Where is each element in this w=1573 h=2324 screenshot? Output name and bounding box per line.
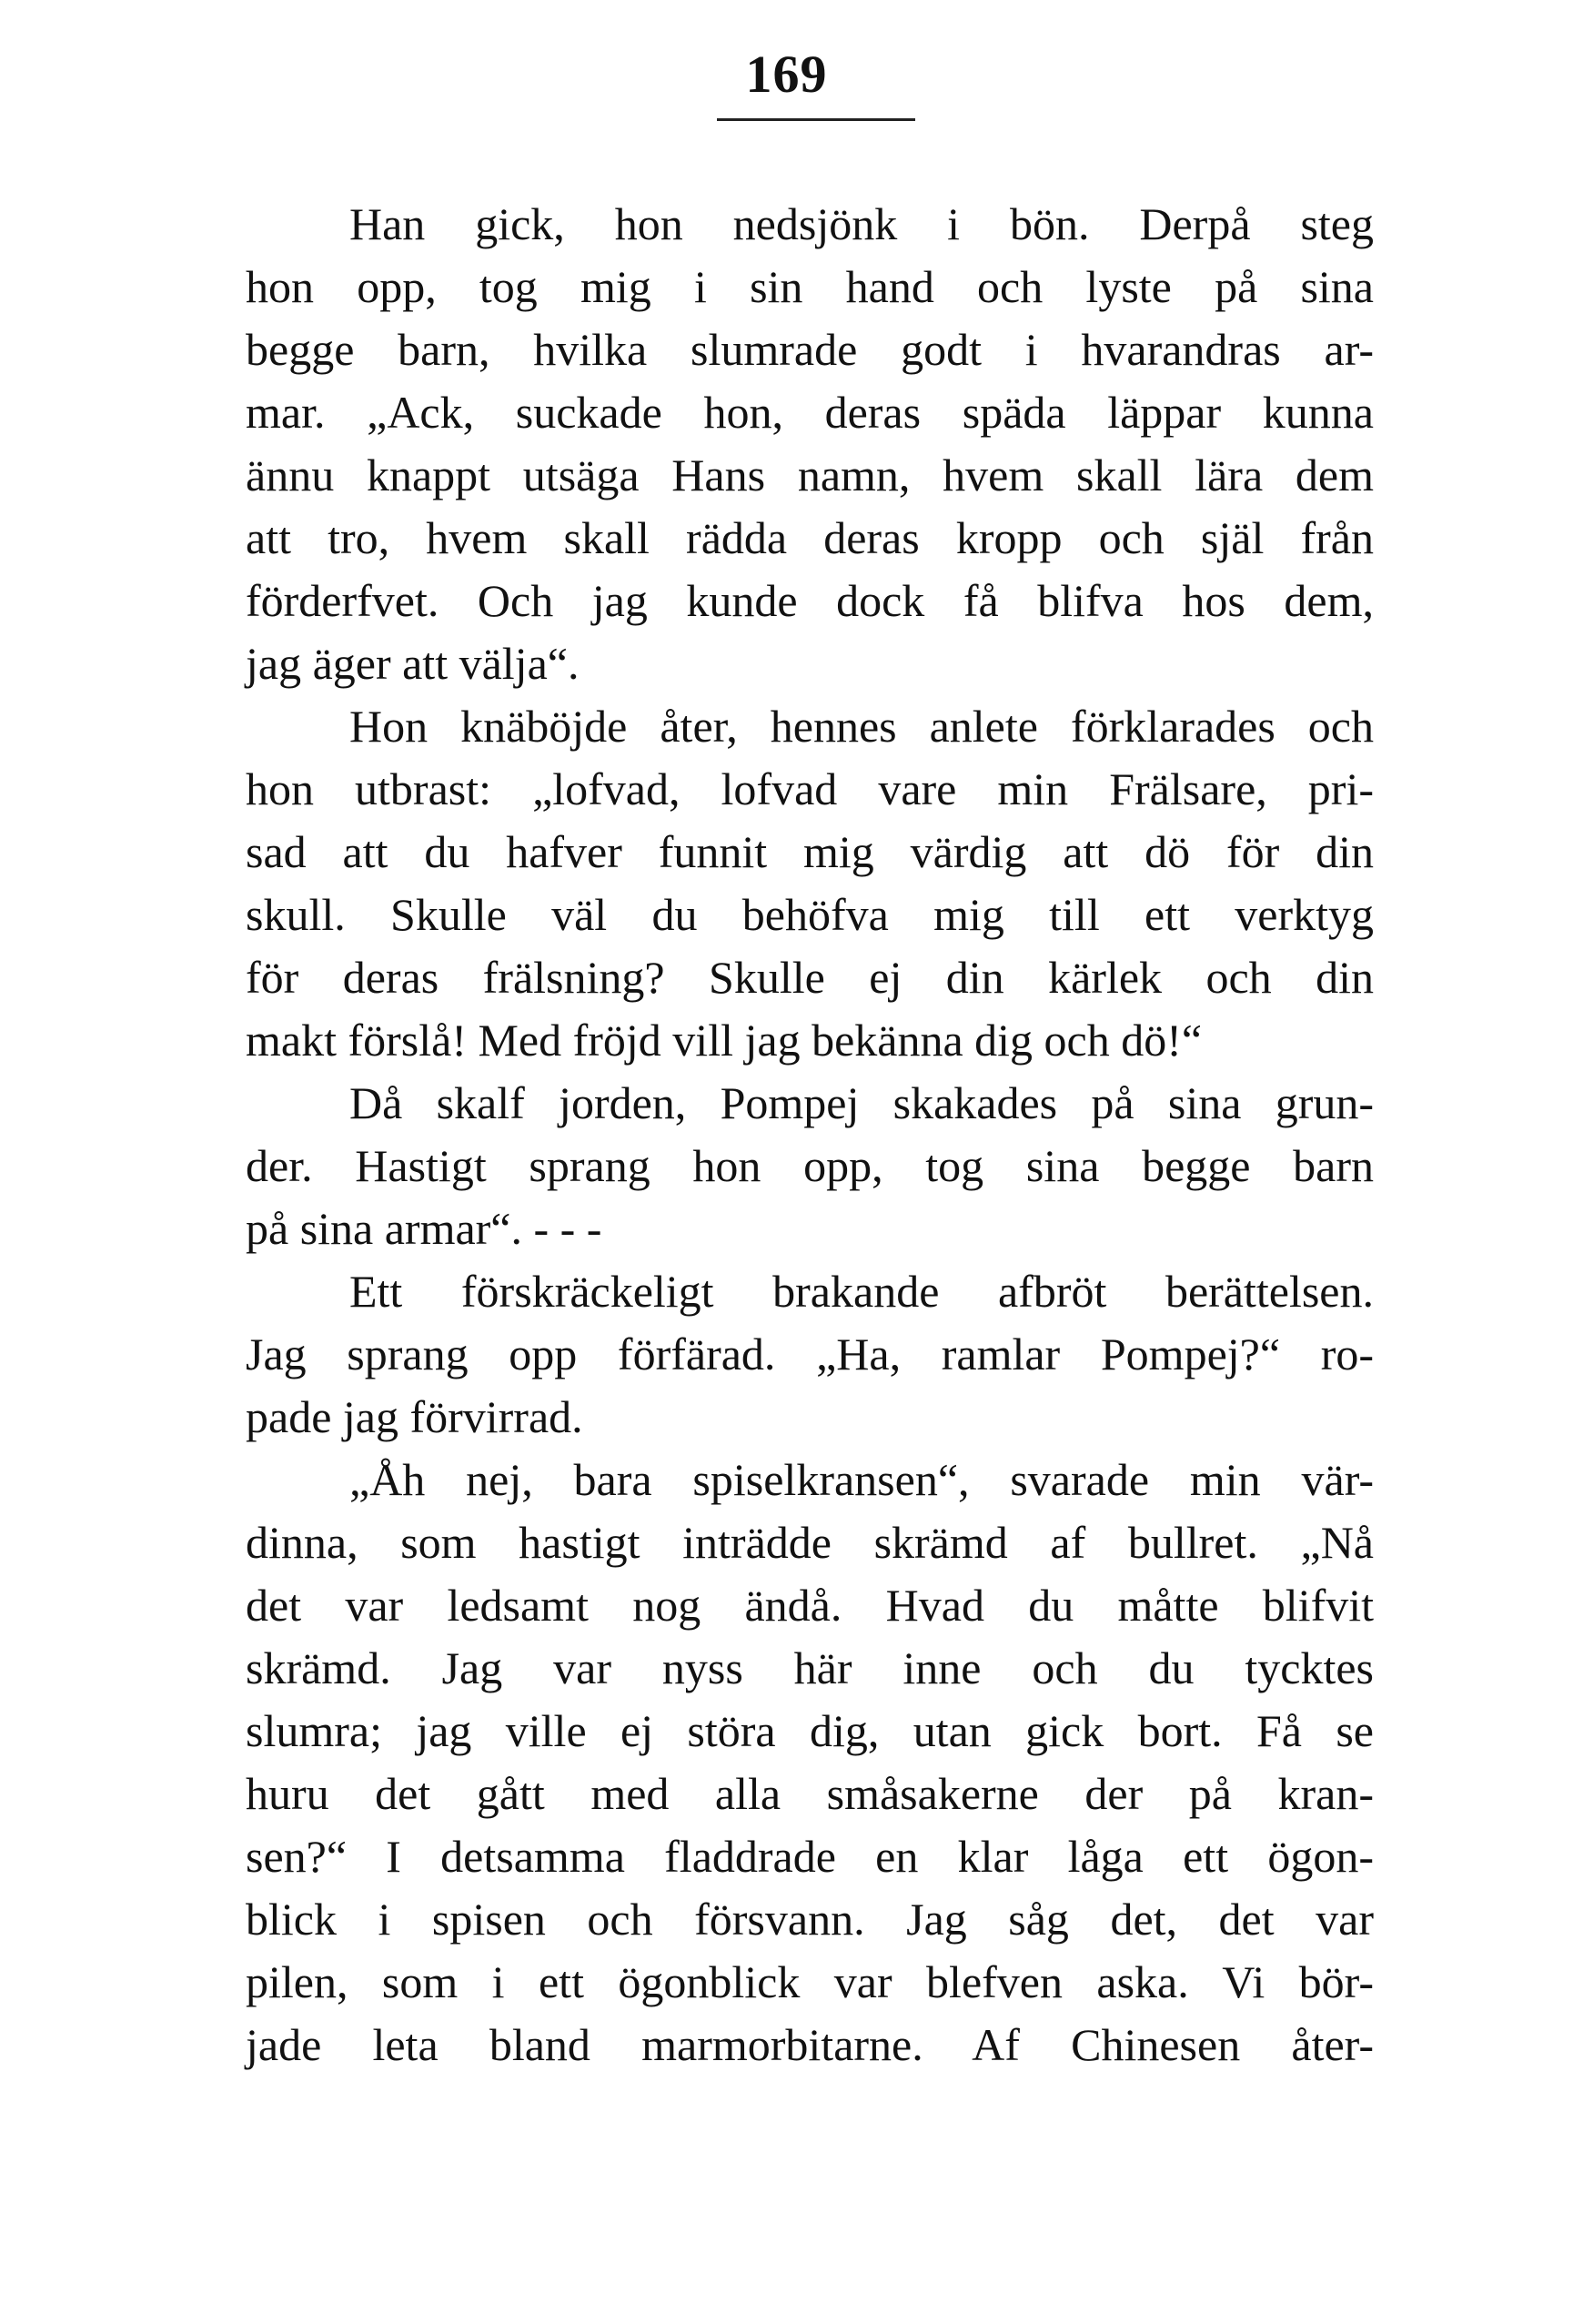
text-line: på sina armar“. - - -	[246, 1203, 602, 1254]
text-line: pilen, som i ett ögonblick var blefven aska. Vi bör-	[246, 1956, 1374, 2007]
text-line: Han gick, hon nedsjönk i bön. Derpå steg	[349, 198, 1374, 249]
text-line: Jag sprang opp förfärad. „Ha, ramlar Pompej?“ ro-	[246, 1329, 1374, 1379]
text-line: mar. „Ack, suckade hon, deras späda läppar kunna	[246, 387, 1374, 438]
text-line: blick i spisen och försvann. Jag såg det, det var	[246, 1894, 1374, 1945]
text-line: Då skalf jorden, Pompej skakades på sina grun-	[349, 1077, 1374, 1128]
body-text	[246, 193, 1374, 2076]
page-number: 169	[745, 45, 828, 104]
text-line: det var ledsamt nog ändå. Hvad du måtte blifvit	[246, 1580, 1374, 1631]
text-line: dinna, som hastigt inträdde skrämd af bullret. „Nå	[246, 1517, 1374, 1568]
text-line: jade leta bland marmorbitarne. Af Chinesen åter-	[246, 2019, 1374, 2070]
text-line: Ett förskräckeligt brakande afbröt berättelsen.	[349, 1266, 1374, 1317]
text-line: slumra; jag ville ej störa dig, utan gick bort. Få se	[246, 1705, 1374, 1756]
text-line: sad att du hafver funnit mig värdig att dö för din	[246, 826, 1374, 877]
text-line: att tro, hvem skall rädda deras kropp och själ från	[246, 512, 1374, 563]
text-line: förderfvet. Och jag kunde dock få blifva hos dem,	[246, 575, 1374, 626]
text-line: Hon knäböjde åter, hennes anlete förklarades och	[349, 701, 1374, 752]
text-line: hon opp, tog mig i sin hand och lyste på sina	[246, 261, 1374, 312]
text-line: „Åh nej, bara spiselkransen“, svarade min vär-	[349, 1454, 1374, 1505]
text-line: jag äger att välja“.	[246, 638, 580, 689]
text-line: skull. Skulle väl du behöfva mig till ett verktyg	[246, 889, 1374, 940]
text-line: sen?“ I detsamma fladdrade en klar låga ett ögon-	[246, 1831, 1374, 1882]
text-line: ännu knappt utsäga Hans namn, hvem skall lära dem	[246, 450, 1374, 500]
text-line: hon utbrast: „lofvad, lofvad vare min Frälsare, pri-	[246, 763, 1374, 814]
text-line: skrämd. Jag var nyss här inne och du tycktes	[246, 1642, 1374, 1693]
text-line: makt förslå! Med fröjd vill jag bekänna dig och dö!“	[246, 1015, 1203, 1066]
text-line: begge barn, hvilka slumrade godt i hvarandras ar-	[246, 324, 1374, 375]
text-line: pade jag förvirrad.	[246, 1391, 583, 1442]
text-line: för deras frälsning? Skulle ej din kärlek och din	[246, 952, 1374, 1003]
text-line: huru det gått med alla småsakerne der på kran-	[246, 1768, 1374, 1819]
text-line: der. Hastigt sprang hon opp, tog sina begge barn	[246, 1140, 1374, 1191]
header-rule	[717, 118, 915, 121]
